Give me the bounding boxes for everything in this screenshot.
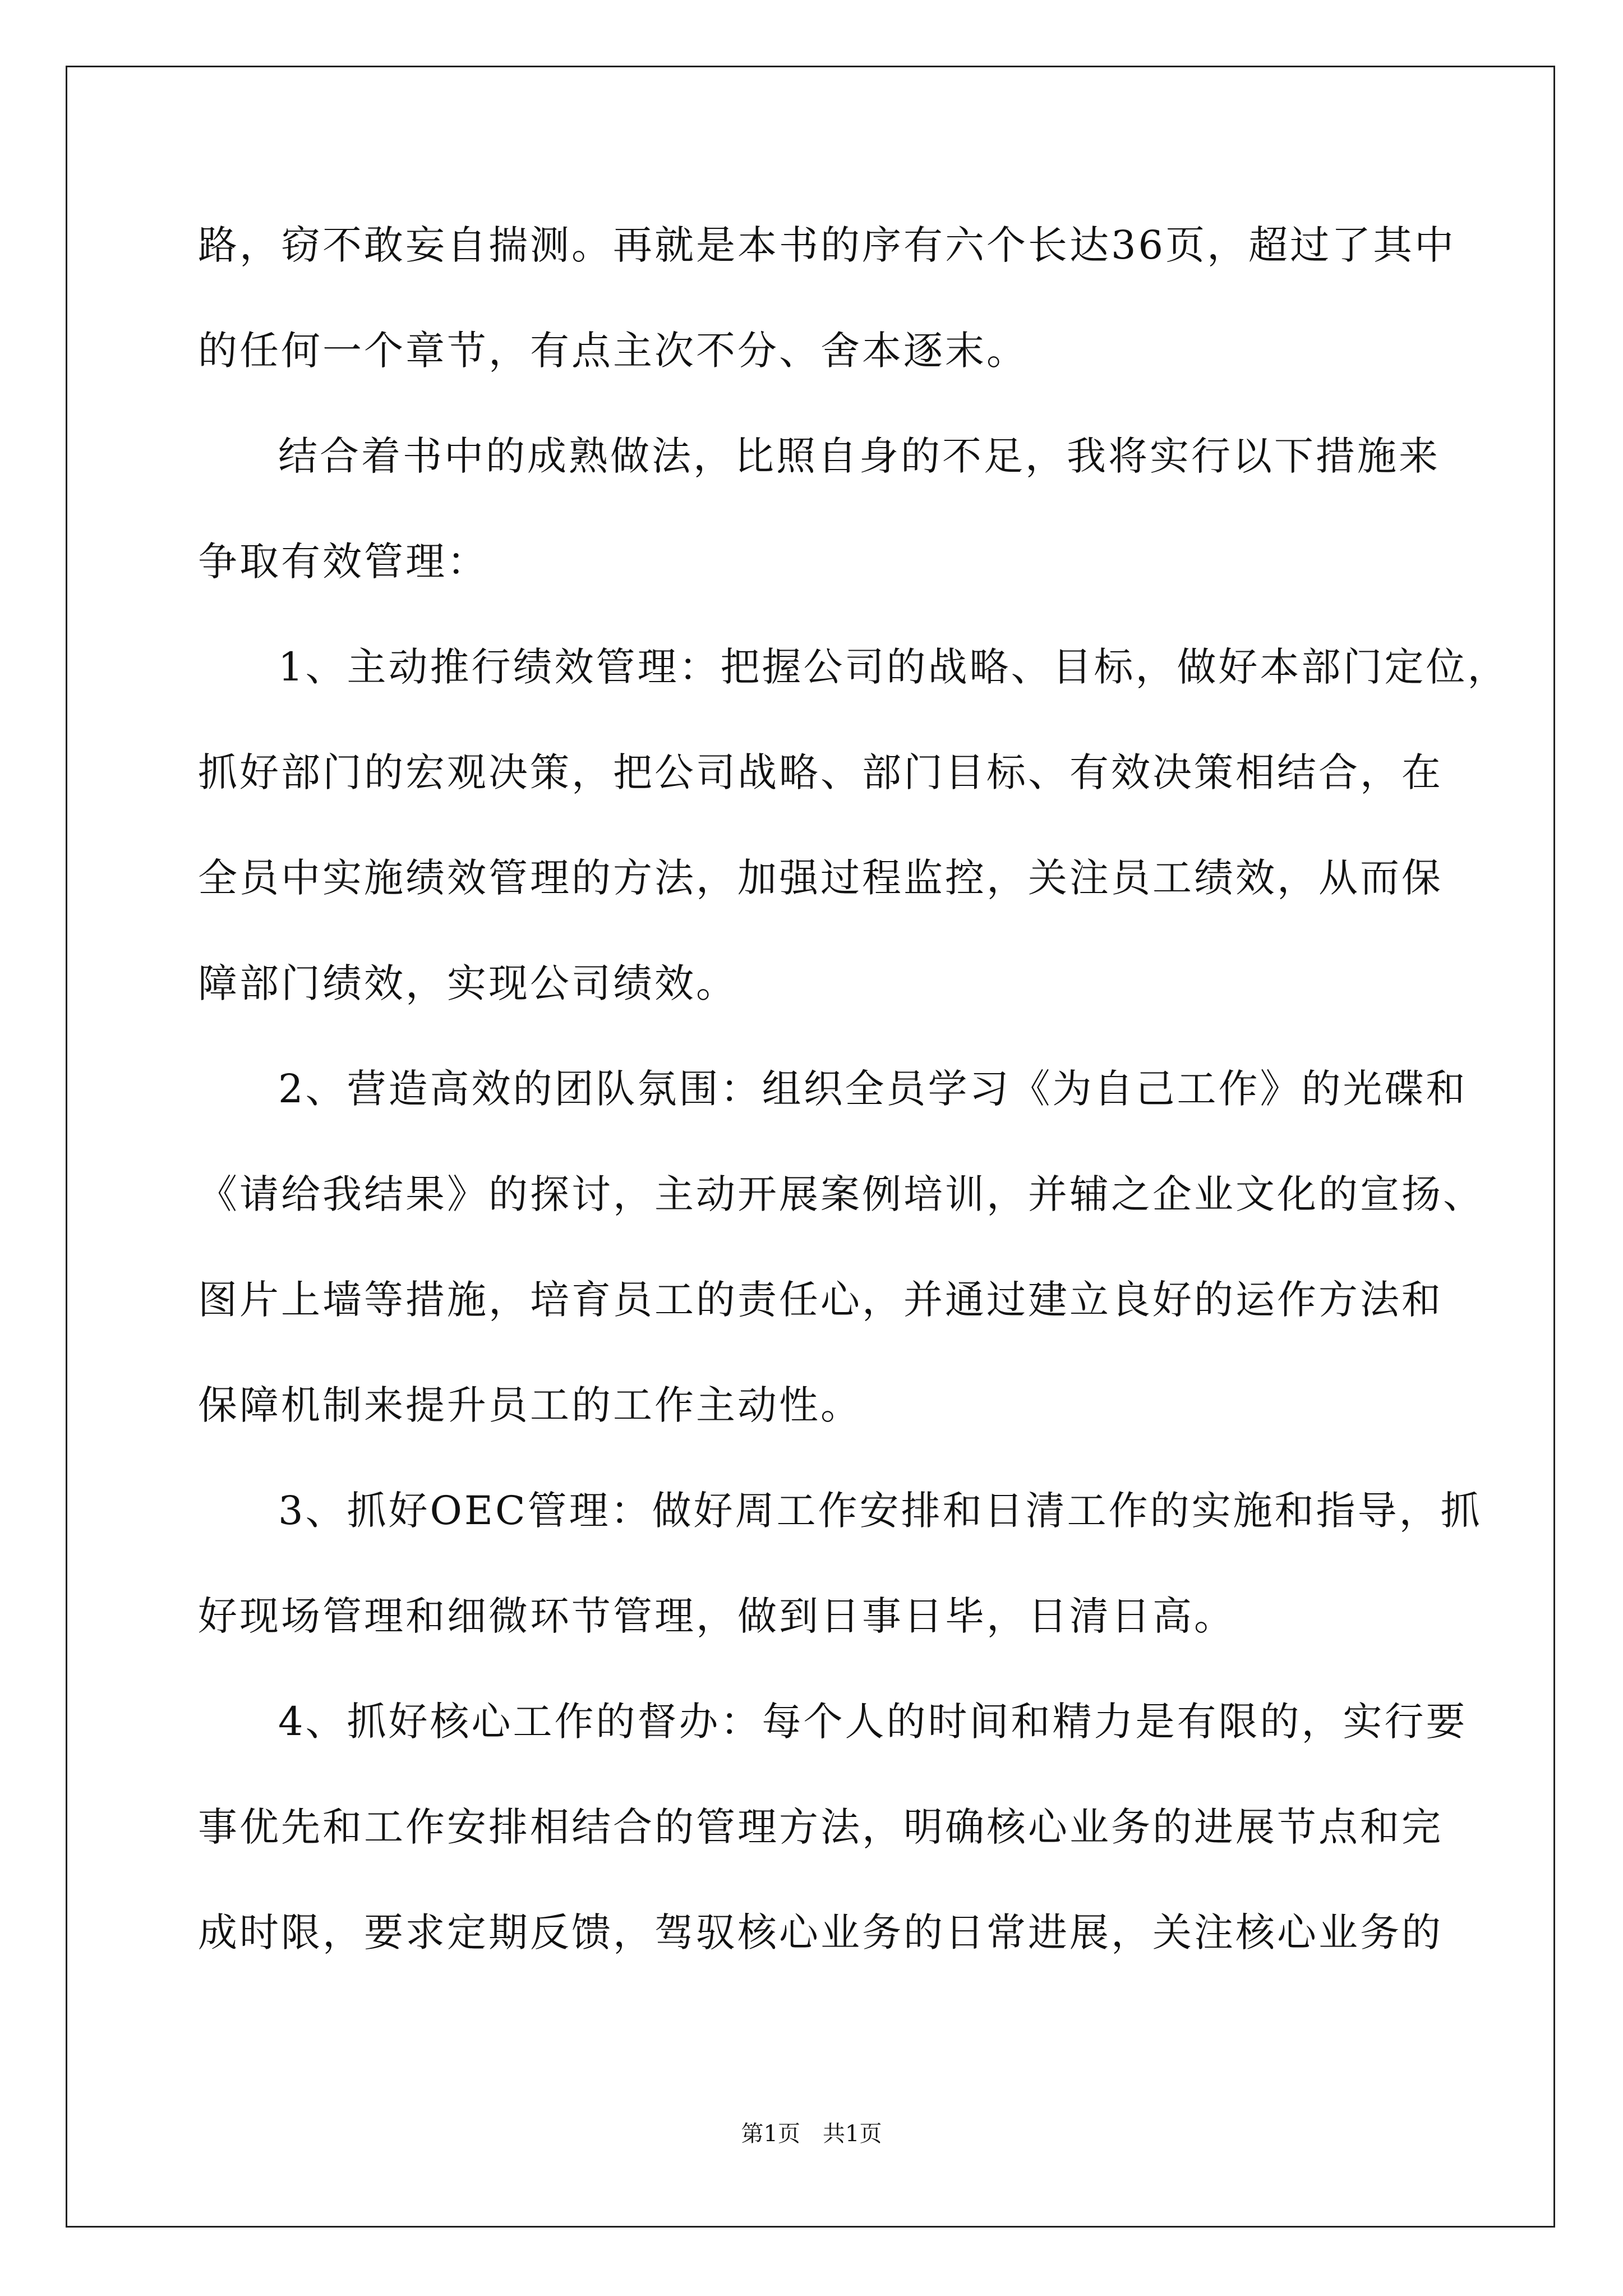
body-line: 争取有效管理： [198, 539, 488, 585]
body-line: 《请给我结果》的探讨，主动开展案例培训，并辅之企业文化的宣扬、 [198, 1171, 1484, 1217]
body-line: 全员中实施绩效管理的方法，加强过程监控，关注员工绩效，从而保 [198, 855, 1443, 901]
body-line: 的任何一个章节，有点主次不分、舍本逐末。 [198, 328, 1028, 374]
body-line: 事优先和工作安排相结合的管理方法，明确核心业务的进展节点和完 [198, 1804, 1443, 1850]
paragraph-first-line: 结合着书中的成熟做法，比照自身的不足，我将实行以下措施来 [278, 433, 1440, 479]
paragraph-first-line: 4、抓好核心工作的督办：每个人的时间和精力是有限的，实行要 [278, 1699, 1468, 1745]
body-line: 障部门绩效，实现公司绩效。 [198, 960, 737, 1006]
body-line: 路，窃不敢妄自揣测。再就是本书的序有六个长达36页，超过了其中 [198, 222, 1456, 268]
body-line: 保障机制来提升员工的工作主动性。 [198, 1382, 862, 1428]
body-line: 成时限，要求定期反馈，驾驭核心业务的日常进展，关注核心业务的 [198, 1910, 1443, 1955]
body-line: 好现场管理和细微环节管理，做到日事日毕，日清日高。 [198, 1593, 1235, 1639]
body-line: 图片上墙等措施，培育员工的责任心，并通过建立良好的运作方法和 [198, 1277, 1443, 1323]
paragraph-first-line: 3、抓好OEC管理：做好周工作安排和日清工作的实施和指导，抓 [278, 1488, 1482, 1534]
paragraph-first-line: 1、主动推行绩效管理：把握公司的战略、目标，做好本部门定位， [278, 644, 1509, 690]
body-line: 抓好部门的宏观决策，把公司战略、部门目标、有效决策相结合，在 [198, 749, 1443, 795]
page-number-footer: 第1页 共1页 [741, 2121, 882, 2147]
paragraph-first-line: 2、营造高效的团队氛围：组织全员学习《为自己工作》的光碟和 [278, 1066, 1468, 1112]
page-border [66, 66, 1555, 2228]
